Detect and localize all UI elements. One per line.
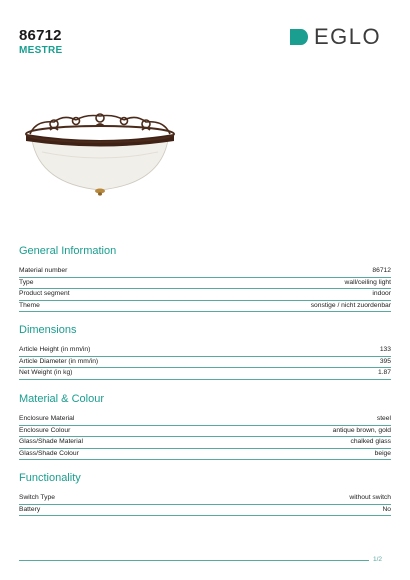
table-row: Article Height (in mm/in) 133	[19, 345, 391, 357]
table-row: Theme sonstige / nicht zuordenbar	[19, 301, 391, 313]
table-row: Battery No	[19, 505, 391, 517]
table-row: Switch Type without switch	[19, 493, 391, 505]
eglo-logo	[288, 26, 381, 48]
table-row: Enclosure Material steel	[19, 414, 391, 426]
table-row: Enclosure Colour antique brown, gold	[19, 426, 391, 438]
section-title: Dimensions	[19, 324, 77, 336]
product-image	[20, 112, 180, 202]
table-row: Glass/Shade Material chalked glass	[19, 437, 391, 449]
table-row: Material number 86712	[19, 266, 391, 278]
eglo-logo-mark-icon	[288, 27, 308, 47]
footer-divider	[19, 560, 369, 561]
table-row: Type wall/ceiling light	[19, 278, 391, 290]
logo-text: EGLO	[314, 24, 382, 49]
section-title: Functionality	[19, 472, 81, 484]
product-name: MESTRE	[19, 45, 63, 56]
table-row: Article Diameter (in mm/in) 395	[19, 357, 391, 369]
section-title: Material & Colour	[19, 393, 104, 405]
table-row: Product segment indoor	[19, 289, 391, 301]
table-row: Glass/Shade Colour beige	[19, 449, 391, 461]
section-material-colour	[19, 392, 391, 460]
page-number: 1/2	[373, 556, 383, 563]
article-number: 86712	[19, 27, 62, 44]
section-dimensions	[19, 323, 391, 380]
section-functionality	[19, 471, 391, 516]
section-general-information	[19, 244, 391, 312]
table-row: Net Weight (in kg) 1.87	[19, 368, 391, 380]
section-title: General Information	[19, 245, 117, 257]
